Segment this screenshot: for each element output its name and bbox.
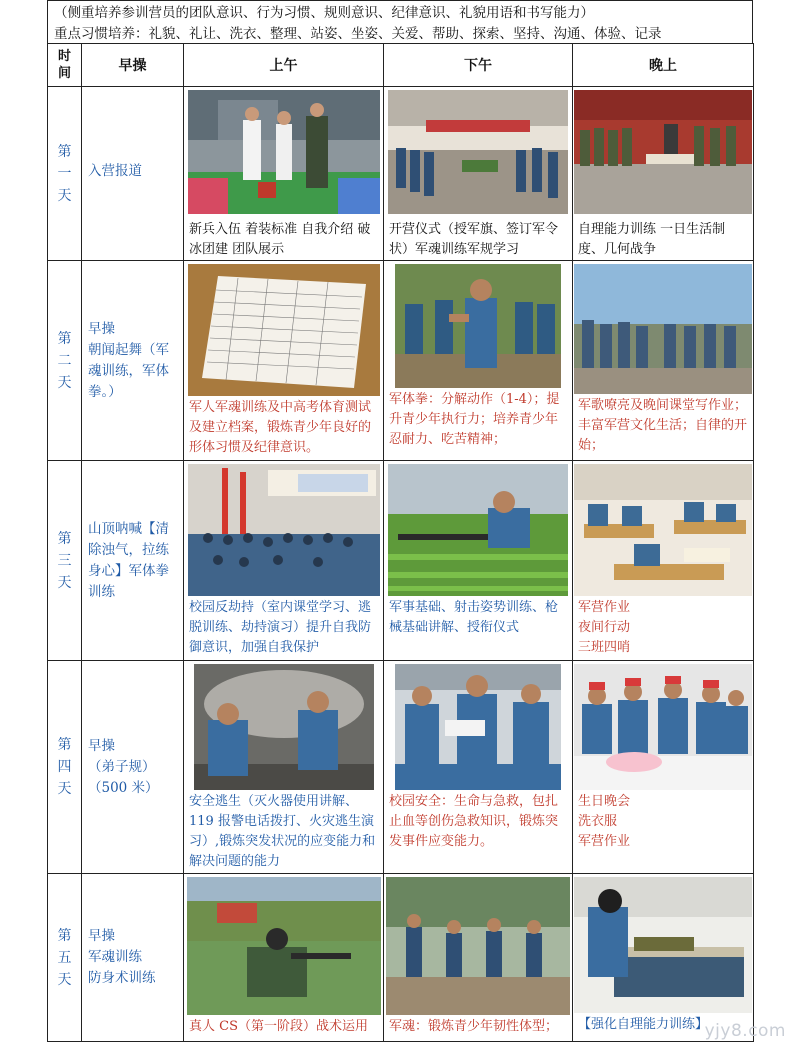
intro-box [47,0,753,43]
day-row-4 [48,661,754,874]
evening-caption-5: 【强化自理能力训练】 [578,1017,709,1032]
header-pm: 下午 [384,44,573,87]
header-row [48,44,754,87]
day-label-3: 第 三 天 [48,461,82,661]
morning-text-a: 早操 [88,320,115,337]
morning-text-b: （弟子规） [88,758,156,775]
am-caption-5: 真人 CS（第一阶段）战术运用 [189,1019,368,1034]
photo-shooting-posture [388,464,568,596]
photo-singing [574,264,752,394]
photo-military-boxing [395,264,561,388]
morning-cell-3 [82,461,184,661]
am-cell-1 [184,87,384,261]
evening-caption-2: 军歌嘹亮及晚间课堂写作业；丰富军营文化生活；自律的开始； [578,398,748,453]
pm-cell-4 [384,661,573,874]
evening-caption-1: 自理能力训练 一日生活制度、几何战争 [578,222,726,257]
pm-caption-3: 军事基础、射击姿势训练、枪械基础讲解、授衔仪式 [389,600,559,635]
photo-classroom-drill [188,464,380,596]
am-caption-4: 安全逃生（灭火器使用讲解、119 报警电话拨打、火灾逃生演习）,锻炼突发状况的应变能力和解决问题的能力 [189,794,376,869]
header-am: 上午 [184,44,384,87]
evening-caption-4: 生日晚会 洗衣服 军营作业 [578,794,631,849]
photo-new-recruits [188,90,380,214]
pm-caption-2: 军体拳：分解动作（1-4）；提升青少年执行力；培养青少年忍耐力、吃苦精神； [389,392,560,447]
intro-line-2: 重点习惯培养：礼貌、礼让、洗衣、整理、站姿、坐姿、关爱、帮助、探索、坚持、沟通、体验、记录 [54,26,662,42]
day-label-1: 第 一 天 [48,87,82,261]
pm-cell-5 [384,874,573,1042]
am-cell-4 [184,661,384,874]
morning-cell-5 [82,874,184,1042]
morning-cell-2 [82,261,184,461]
header-time: 时间 [48,44,82,87]
schedule-table [47,43,754,1042]
morning-text-b: 朝闻起舞（军魂训练，军体拳。） [88,341,169,400]
pm-caption-4: 校园安全：生命与急救，包扎止血等创伤急救知识，锻炼突发事件应变能力。 [389,794,559,849]
morning-text-c: （500 米） [88,779,159,796]
morning-cell-4 [82,661,184,874]
pm-cell-3 [384,461,573,661]
photo-military-training [386,877,570,1015]
pm-caption-5: 军魂：锻炼青少年韧性体型； [389,1019,559,1034]
evening-cell-2 [573,261,754,461]
am-caption-2: 军人军魂训练及中高考体育测试及建立档案，锻炼青少年良好的形体习惯及纪律意识。 [189,400,372,455]
photo-self-care [574,90,752,214]
photo-first-aid [395,664,561,790]
am-cell-2 [184,261,384,461]
evening-cell-5 [573,874,754,1042]
schedule-page [47,0,753,1042]
evening-cell-3 [573,461,754,661]
morning-text-a: 山顶呐喊【清除浊气，拉练身心】军体拳训练 [88,520,169,600]
pm-caption-1: 开营仪式（授军旗、签订军令状）军魂训练军规学习 [389,222,559,257]
photo-fire-escape [194,664,374,790]
evening-cell-4 [573,661,754,874]
am-cell-5 [184,874,384,1042]
header-morning: 早操 [82,44,184,87]
day-row-1 [48,87,754,261]
header-evening: 晚上 [573,44,754,87]
day-label-2: 第 二 天 [48,261,82,461]
watermark: yjy8.com [704,1021,786,1041]
photo-record-sheet [188,264,380,396]
pm-cell-2 [384,261,573,461]
morning-text-b: 军魂训练 [88,949,142,965]
day-row-3 [48,461,754,661]
pm-cell-1 [384,87,573,261]
am-caption-1: 新兵入伍 着装标准 自我介绍 破冰团建 团队展示 [189,222,371,257]
photo-cs-game [187,877,381,1015]
photo-birthday-party [574,664,752,790]
morning-text-a: 早操 [88,928,115,944]
day-row-2 [48,261,754,461]
photo-making-bed [574,877,752,1013]
photo-camp-homework [574,464,752,596]
morning-text: 入营报道 [88,163,142,179]
day-row-5 [48,874,754,1042]
day-label-5: 第 五 天 [48,874,82,1042]
morning-text-c: 防身术训练 [88,970,156,986]
am-caption-3: 校园反劫持（室内课堂学习、逃脱训练、劫持演习）提升自我防御意识，加强自我保护 [189,600,372,655]
intro-line-1: （侧重培养参训营员的团队意识、行为习惯、规则意识、纪律意识、礼貌用语和书写能力） [54,5,594,21]
photo-opening-ceremony [388,90,568,214]
evening-caption-3: 军营作业 夜间行动 三班四哨 [578,600,631,655]
morning-cell-1 [82,87,184,261]
morning-text-a: 早操 [88,737,115,754]
evening-cell-1 [573,87,754,261]
am-cell-3 [184,461,384,661]
day-label-4: 第 四 天 [48,661,82,874]
